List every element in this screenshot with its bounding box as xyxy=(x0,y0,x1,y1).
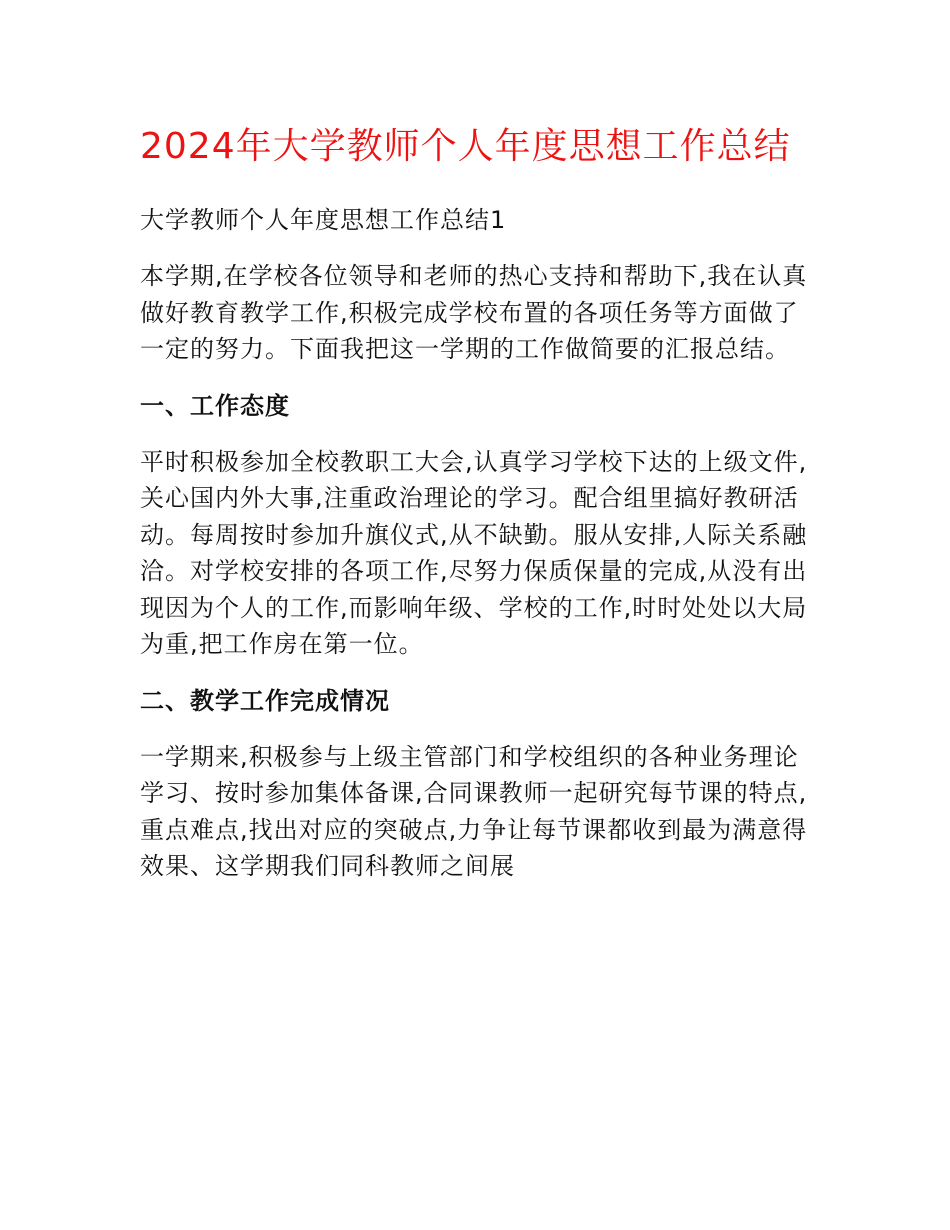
document-content xyxy=(140,120,820,885)
section-body-work-attitude: 平时积极参加全校教职工大会,认真学习学校下达的上级文件,关心国内外大事,注重政治理论的学习。配合组里搞好教研活动。每周按时参加升旗仪式,从不缺勤。服从安排,人际关系融洽。对学校安排的各项工作,尽努力保质保量的完成,从没有出现因为个人的工作,而影响年级、学校的工作,时时处处以大局为重,把工作房在第一位。 xyxy=(140,447,808,658)
intro-paragraph: 本学期,在学校各位领导和老师的热心支持和帮助下,我在认真做好教育教学工作,积极完成学校布置的各项任务等方面做了一定的努力。下面我把这一学期的工作做简要的汇报总结。 xyxy=(140,262,808,363)
section-body-teaching-work: 一学期来,积极参与上级主管部门和学校组织的各种业务理论学习、按时参加集体备课,合同课教师一起研究每节课的特点,重点难点,找出对应的突破点,力争让每节课都收到最为满意得效果、这学期我们同科教师之间展 xyxy=(140,742,808,880)
section-heading-work-attitude: 一、工作态度 xyxy=(140,391,290,420)
document-title: 2024年大学教师个人年度思想工作总结 xyxy=(140,126,791,167)
document-subtitle: 大学教师个人年度思想工作总结1 xyxy=(140,206,507,234)
section-heading-teaching-work: 二、教学工作完成情况 xyxy=(140,686,390,715)
